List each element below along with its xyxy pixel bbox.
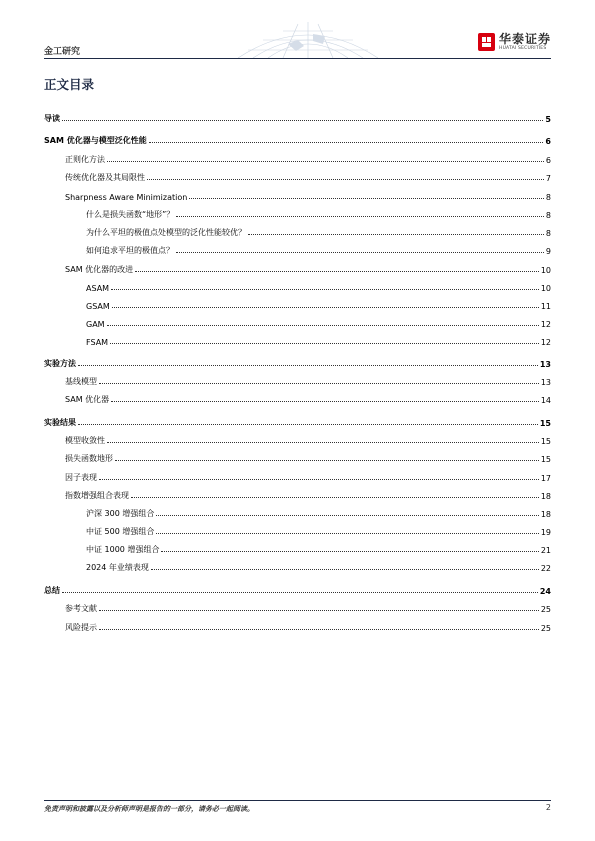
toc-leader-dots	[112, 307, 539, 308]
toc-entry[interactable]	[44, 261, 551, 275]
toc-entry-label: 如何追求平坦的极值点？	[86, 246, 174, 255]
toc-entry-page: 6	[545, 156, 551, 165]
toc-leader-dots	[107, 442, 539, 443]
toc-entry-page: 21	[540, 546, 551, 555]
toc-entry-label: ASAM	[86, 284, 110, 293]
toc-entry[interactable]	[44, 541, 551, 555]
toc-leader-dots	[176, 216, 544, 217]
toc-entry-page: 22	[540, 564, 551, 573]
toc-leader-dots	[115, 460, 539, 461]
toc-leader-dots	[110, 343, 539, 344]
toc-entry-label: SAM 优化器与模型泛化性能	[44, 136, 147, 145]
toc-entry-label: 风险提示	[65, 623, 97, 632]
toc-entry-page: 5	[545, 115, 551, 124]
toc-entry[interactable]	[44, 432, 551, 446]
logo-chinese-name: 华泰证券	[498, 32, 551, 46]
toc-entry-label: FSAM	[86, 338, 109, 347]
toc-entry-page: 9	[545, 247, 551, 256]
toc-entry-page: 19	[540, 528, 551, 537]
toc-leader-dots	[248, 234, 544, 235]
toc-entry-page: 7	[545, 174, 551, 183]
toc-entry-label: 沪深 300 增强组合	[86, 509, 155, 518]
page-number: 2	[545, 803, 551, 812]
toc-entry-page: 11	[540, 302, 551, 311]
toc-entry[interactable]	[44, 355, 551, 369]
toc-leader-dots	[99, 479, 539, 480]
toc-entry-page: 15	[539, 419, 551, 428]
toc-entry-label: 2024 年业绩表现	[86, 563, 149, 572]
toc-entry-page: 8	[545, 211, 551, 220]
toc-entry-label: GAM	[86, 320, 105, 329]
toc-entry-page: 12	[540, 338, 551, 347]
toc-entry-label: 总结	[44, 586, 60, 595]
toc-leader-dots	[176, 252, 544, 253]
toc-leader-dots	[135, 271, 539, 272]
toc-entry[interactable]	[44, 279, 551, 293]
toc-leader-dots	[156, 515, 538, 516]
toc-entry[interactable]	[44, 206, 551, 220]
toc-entry[interactable]	[44, 505, 551, 519]
toc-entry-label: 为什么平坦的极值点处模型的泛化性能较优？	[86, 228, 246, 237]
toc-leader-dots	[111, 289, 539, 290]
toc-entry-label: 正则化方法	[65, 155, 105, 164]
toc-entry-label: 因子表现	[65, 473, 97, 482]
toc-entry[interactable]	[44, 619, 551, 633]
toc-entry-label: 实验结果	[44, 418, 76, 427]
toc-entry[interactable]	[44, 487, 551, 501]
footer-disclaimer: 免责声明和披露以及分析师声明是报告的一部分，请务必一起阅读。	[44, 805, 254, 813]
toc-entry[interactable]	[44, 559, 551, 573]
toc-entry-label: 传统优化器及其局限性	[65, 173, 145, 182]
toc-entry[interactable]	[44, 132, 551, 146]
toc-entry-page: 13	[539, 360, 551, 369]
toc-entry[interactable]	[44, 391, 551, 405]
toc-leader-dots	[149, 142, 544, 143]
toc-leader-dots	[111, 401, 539, 402]
toc-entry-label: 模型收敛性	[65, 436, 105, 445]
toc-entry-label: 中证 1000 增强组合	[86, 545, 160, 554]
toc-entry[interactable]	[44, 523, 551, 537]
toc-entry-page: 25	[540, 624, 551, 633]
toc-leader-dots	[131, 497, 539, 498]
toc-leader-dots	[62, 120, 543, 121]
toc-entry-page: 15	[540, 455, 551, 464]
toc-entry[interactable]	[44, 373, 551, 387]
toc-entry-label: 什么是损失函数“地形”？	[86, 210, 175, 219]
toc-entry-page: 6	[545, 137, 551, 146]
toc-leader-dots	[147, 179, 544, 180]
toc-entry-page: 8	[545, 229, 551, 238]
header-divider	[44, 58, 551, 59]
toc-leader-dots	[62, 592, 538, 593]
toc-entry-page: 24	[539, 587, 551, 596]
toc-leader-dots	[78, 424, 538, 425]
toc-entry[interactable]	[44, 333, 551, 347]
toc-entry-page: 12	[540, 320, 551, 329]
toc-entry-label: 实验方法	[44, 359, 76, 368]
toc-entry-page: 18	[540, 492, 551, 501]
huatai-logo-icon	[478, 33, 495, 51]
toc-leader-dots	[189, 198, 544, 199]
toc-entry[interactable]	[44, 450, 551, 464]
toc-entry-page: 18	[540, 510, 551, 519]
footer-divider	[44, 800, 551, 801]
toc-entry-page: 10	[540, 284, 551, 293]
logo-english-name: HUATAI SECURITIES	[498, 46, 547, 51]
toc-entry[interactable]	[44, 297, 551, 311]
toc-leader-dots	[156, 533, 538, 534]
toc-entry[interactable]	[44, 315, 551, 329]
toc-entry-label: 中证 500 增强组合	[86, 527, 155, 536]
toc-entry-label: Sharpness Aware Minimization	[65, 193, 188, 202]
header-title: 金工研究	[44, 47, 81, 57]
toc-entry-label: 导读	[44, 114, 60, 123]
toc-leader-dots	[151, 569, 539, 570]
toc-entry[interactable]	[44, 224, 551, 238]
toc-entry[interactable]	[44, 188, 551, 202]
toc-entry[interactable]	[44, 169, 551, 183]
toc-entry[interactable]	[44, 600, 551, 614]
toc-entry-page: 10	[540, 266, 551, 275]
toc-entry-label: 基线模型	[65, 377, 97, 386]
toc-entry-page: 14	[540, 396, 551, 405]
toc-entry-page: 15	[540, 437, 551, 446]
toc-entry-label: SAM 优化器	[65, 395, 110, 404]
toc-entry-label: SAM 优化器的改进	[65, 265, 134, 274]
toc-entry[interactable]	[44, 582, 551, 596]
toc-entry-page: 25	[540, 605, 551, 614]
toc-title: 正文目录	[44, 77, 95, 92]
toc-entry-label: 指数增强组合表现	[65, 491, 129, 500]
toc-entry[interactable]	[44, 414, 551, 428]
globe-watermark-icon	[228, 20, 388, 58]
toc-leader-dots	[99, 629, 539, 630]
toc-entry-label: 损失函数地形	[65, 454, 113, 463]
toc-leader-dots	[107, 161, 544, 162]
toc-leader-dots	[107, 325, 539, 326]
toc-entry-page: 13	[540, 378, 551, 387]
company-logo	[478, 33, 551, 52]
toc-leader-dots	[99, 610, 539, 611]
toc-entry-label: GSAM	[86, 302, 110, 311]
toc-entry[interactable]	[44, 151, 551, 165]
toc-leader-dots	[78, 365, 538, 366]
toc-entry[interactable]	[44, 469, 551, 483]
toc-entry-label: 参考文献	[65, 604, 97, 613]
toc-entry-page: 8	[545, 193, 551, 202]
toc-entry-page: 17	[540, 474, 551, 483]
toc-leader-dots	[99, 383, 539, 384]
toc-entry[interactable]	[44, 110, 551, 124]
toc-leader-dots	[161, 551, 538, 552]
toc-entry[interactable]	[44, 242, 551, 256]
